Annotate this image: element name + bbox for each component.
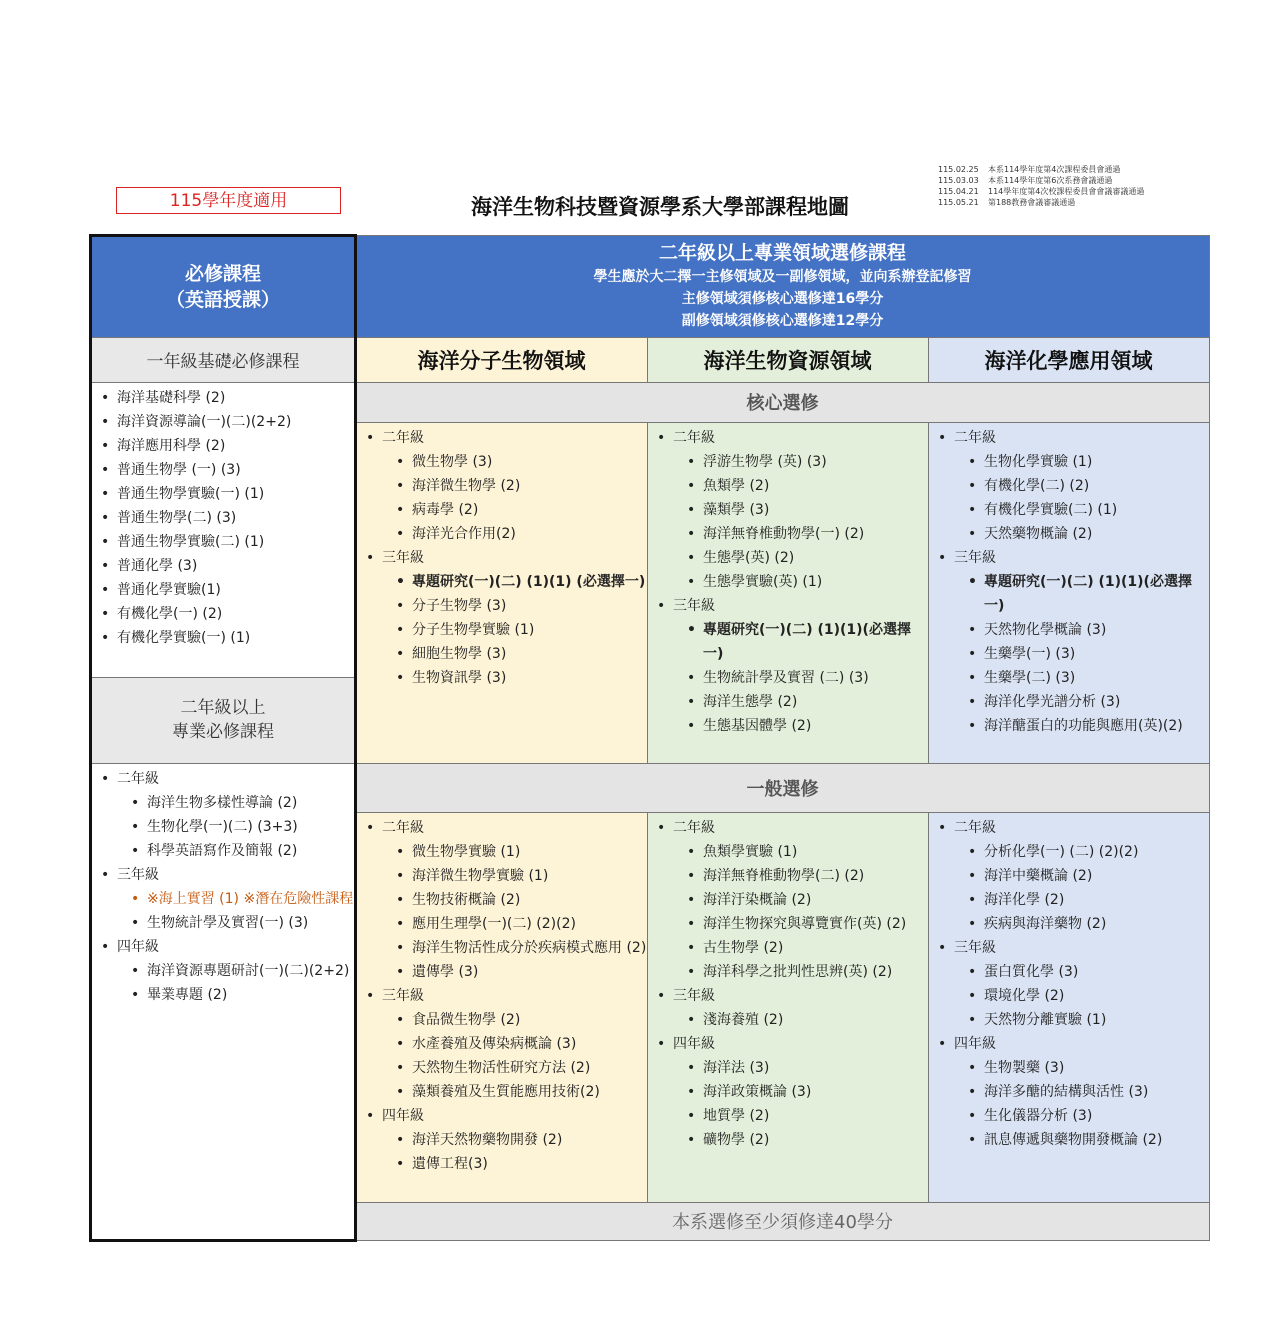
course-item: • 海洋微生物學 (2) xyxy=(356,474,647,498)
course-item: • 生態學實驗(英) (1) xyxy=(647,570,928,594)
core-resources-cell xyxy=(647,422,928,763)
course-item: • 生態學(英) (2) xyxy=(647,546,928,570)
grid-line xyxy=(91,763,355,764)
course-item: • 生物技術概論 (2) xyxy=(356,888,647,912)
course-item: • 有機化學實驗(二) (1) xyxy=(928,498,1209,522)
course-item: • 海洋法 (3) xyxy=(647,1056,928,1080)
general-chemistry-cell xyxy=(928,812,1209,1202)
course-item: • 海洋醣蛋白的功能與應用(英)(2) xyxy=(928,714,1209,738)
course-item: • 藻類學 (3) xyxy=(647,498,928,522)
course-item: • 海洋化學光譜分析 (3) xyxy=(928,690,1209,714)
course-item: • 海洋生物活性成分於疾病模式應用 (2) xyxy=(356,936,647,960)
course-item: • 藻類養殖及生質能應用技術(2) xyxy=(356,1080,647,1104)
course-item: • 天然藥物概論 (2) xyxy=(928,522,1209,546)
elective-rule-2: 主修領域須修核心選修達16學分 xyxy=(681,291,884,307)
course-item: • 海洋光合作用(2) xyxy=(356,522,647,546)
left-border-bottom xyxy=(89,1239,357,1242)
course-item: • 海洋資源導論(一)(二)(2+2) xyxy=(91,410,355,434)
course-item: • 魚類學 (2) xyxy=(647,474,928,498)
course-item: • 魚類學實驗 (1) xyxy=(647,840,928,864)
left-border-left xyxy=(89,234,92,1242)
general-resources-list xyxy=(647,816,928,1152)
course-item: • 專題研究(一)(二) (1)(1) (必選擇一) xyxy=(356,570,647,594)
grade-level-item: • 三年級 xyxy=(356,984,647,1008)
course-item: • 普通生物學實驗(二) (1) xyxy=(91,530,355,554)
elective-header xyxy=(356,236,1209,337)
course-item: • 海洋應用科學 (2) xyxy=(91,434,355,458)
course-item: • 生態基因體學 (2) xyxy=(647,714,928,738)
general-electives-header: 一般選修 xyxy=(356,763,1209,812)
core-electives-header: 核心選修 xyxy=(356,382,1209,422)
course-item: • 古生物學 (2) xyxy=(647,936,928,960)
course-item: • 海洋無脊椎動物學(二) (2) xyxy=(647,864,928,888)
course-item: • 有機化學(二) (2) xyxy=(928,474,1209,498)
grid-line xyxy=(647,812,648,1202)
approval-text: 114學年度第4次校課程委員會會議審議通過 xyxy=(988,187,1145,196)
course-item: • ※海上實習 (1) ※潛在危險性課程 xyxy=(91,887,355,911)
grid-line xyxy=(1209,235,1210,1241)
grade-level-item: • 二年級 xyxy=(356,426,647,450)
course-item: • 海洋無脊椎動物學(一) (2) xyxy=(647,522,928,546)
course-item: • 普通生物學(二) (3) xyxy=(91,506,355,530)
grade-level-item: • 三年級 xyxy=(356,546,647,570)
course-item: • 訊息傳遞與藥物開發概論 (2) xyxy=(928,1128,1209,1152)
grade-level-item: • 四年級 xyxy=(647,1032,928,1056)
core-molecular-cell xyxy=(356,422,647,763)
general-molecular-list xyxy=(356,816,647,1176)
grade-level-item: • 二年級 xyxy=(928,816,1209,840)
elective-rule-3: 副修領域須修核心選修達12學分 xyxy=(681,313,884,329)
domain-header-resources: 海洋生物資源領域 xyxy=(647,337,928,382)
approval-text: 本系114學年度第4次課程委員會通過 xyxy=(988,165,1121,174)
grid-line xyxy=(91,337,355,338)
required-courses-header xyxy=(91,236,355,337)
grid-line xyxy=(91,382,355,383)
course-item: • 海洋政策概論 (3) xyxy=(647,1080,928,1104)
grade-level-item: • 二年級 xyxy=(647,816,928,840)
course-item: • 生物製藥 (3) xyxy=(928,1056,1209,1080)
approval-date: 115.03.03 xyxy=(938,176,979,185)
upper-required-title-line1: 二年級以上 xyxy=(180,698,266,718)
course-item: • 海洋科學之批判性思辨(英) (2) xyxy=(647,960,928,984)
required-title: 必修課程 xyxy=(184,262,261,285)
approval-date: 115.04.21 xyxy=(938,187,979,196)
grade-level-item: • 三年級 xyxy=(647,594,928,618)
course-item: • 海洋資源專題研討(一)(二)(2+2) xyxy=(91,959,355,983)
core-resources-list xyxy=(647,426,928,738)
grade-level-item: • 二年級 xyxy=(647,426,928,450)
approval-text: 本系114學年度第6次系務會議通過 xyxy=(988,176,1113,185)
approval-date: 115.05.21 xyxy=(938,198,979,207)
grid-line xyxy=(356,382,1210,383)
grade-level-item: • 四年級 xyxy=(91,935,355,959)
course-item: • 海洋天然物藥物開發 (2) xyxy=(356,1128,647,1152)
course-item: • 遺傳學 (3) xyxy=(356,960,647,984)
grid-line xyxy=(928,812,929,1202)
grid-line xyxy=(928,337,929,382)
course-item: • 普通生物學實驗(一) (1) xyxy=(91,482,355,506)
course-item: • 蛋白質化學 (3) xyxy=(928,960,1209,984)
course-item: • 生藥學(一) (3) xyxy=(928,642,1209,666)
course-item: • 海洋多醣的結構與活性 (3) xyxy=(928,1080,1209,1104)
course-item: • 生物統計學及實習(一) (3) xyxy=(91,911,355,935)
grid-line xyxy=(356,422,1210,423)
grid-line xyxy=(356,235,1210,236)
grid-line xyxy=(647,337,648,382)
course-item: • 生化儀器分析 (3) xyxy=(928,1104,1209,1128)
course-item: • 海洋中藥概論 (2) xyxy=(928,864,1209,888)
course-item: • 畢業專題 (2) xyxy=(91,983,355,1007)
grid-line xyxy=(647,422,648,763)
grade-level-item: • 四年級 xyxy=(356,1104,647,1128)
course-item: • 淺海養殖 (2) xyxy=(647,1008,928,1032)
grade-level-item: • 四年級 xyxy=(928,1032,1209,1056)
course-item: • 生物化學(一)(二) (3+3) xyxy=(91,815,355,839)
course-item: • 應用生理學(一)(二) (2)(2) xyxy=(356,912,647,936)
grid-line xyxy=(356,1240,1210,1241)
page-title: 海洋生物科技暨資源學系大學部課程地圖 xyxy=(471,195,849,219)
course-item: • 分子生物學 (3) xyxy=(356,594,647,618)
course-item: • 生物化學實驗 (1) xyxy=(928,450,1209,474)
grade-level-item: • 二年級 xyxy=(928,426,1209,450)
upper-required-title-line2: 專業必修課程 xyxy=(172,722,274,742)
required-subtitle: （英語授課） xyxy=(165,288,280,311)
grade-level-item: • 三年級 xyxy=(928,546,1209,570)
course-item: • 普通生物學 (一) (3) xyxy=(91,458,355,482)
approval-row xyxy=(938,197,1144,208)
approval-row xyxy=(938,186,1144,197)
course-item: • 細胞生物學 (3) xyxy=(356,642,647,666)
grid-line xyxy=(356,337,1210,338)
course-item: • 海洋微生物學實驗 (1) xyxy=(356,864,647,888)
course-item: • 遺傳工程(3) xyxy=(356,1152,647,1176)
general-molecular-cell xyxy=(356,812,647,1202)
course-item: • 天然物化學概論 (3) xyxy=(928,618,1209,642)
course-item: • 海洋汙染概論 (2) xyxy=(647,888,928,912)
course-item: • 分子生物學實驗 (1) xyxy=(356,618,647,642)
course-item: • 生藥學(二) (3) xyxy=(928,666,1209,690)
elective-credit-footer: 本系選修至少須修達40學分 xyxy=(356,1202,1209,1240)
grade-level-item: • 三年級 xyxy=(647,984,928,1008)
core-chemistry-cell xyxy=(928,422,1209,763)
course-item: • 普通化學 (3) xyxy=(91,554,355,578)
course-item: • 專題研究(一)(二) (1)(1)(必選擇一) xyxy=(647,618,928,666)
year1-required-list xyxy=(91,386,355,676)
upper-course-list xyxy=(91,767,355,1007)
course-item: • 海洋基礎科學 (2) xyxy=(91,386,355,410)
core-chemistry-list xyxy=(928,426,1209,738)
course-item: • 有機化學(一) (2) xyxy=(91,602,355,626)
course-item: • 天然物分離實驗 (1) xyxy=(928,1008,1209,1032)
approval-text: 第188教務會議審議通過 xyxy=(988,198,1076,207)
grade-level-item: • 三年級 xyxy=(91,863,355,887)
course-item: • 分析化學(一) (二) (2)(2) xyxy=(928,840,1209,864)
grid-line xyxy=(356,1202,1210,1203)
course-item: • 病毒學 (2) xyxy=(356,498,647,522)
course-item: • 浮游生物學 (英) (3) xyxy=(647,450,928,474)
grid-line xyxy=(356,812,1210,813)
year-badge: 115學年度適用 xyxy=(116,187,341,214)
domain-header-molecular: 海洋分子生物領域 xyxy=(356,337,647,382)
course-item: • 生物資訊學 (3) xyxy=(356,666,647,690)
left-border-top xyxy=(89,234,357,237)
approval-row xyxy=(938,175,1144,186)
approval-history xyxy=(938,164,1144,208)
course-item: • 微生物學實驗 (1) xyxy=(356,840,647,864)
upper-required-list xyxy=(91,767,355,1237)
general-resources-cell xyxy=(647,812,928,1202)
approval-row xyxy=(938,164,1144,175)
year1-required-header: 一年級基礎必修課程 xyxy=(91,337,355,382)
course-item: • 有機化學實驗(一) (1) xyxy=(91,626,355,650)
grid-line xyxy=(928,422,929,763)
course-item: • 海洋生物探究與導覽實作(英) (2) xyxy=(647,912,928,936)
general-chemistry-list xyxy=(928,816,1209,1152)
course-item: • 普通化學實驗(1) xyxy=(91,578,355,602)
course-item: • 海洋生物多樣性導論 (2) xyxy=(91,791,355,815)
grade-level-item: • 二年級 xyxy=(356,816,647,840)
left-border-right xyxy=(354,234,357,1242)
approval-date: 115.02.25 xyxy=(938,165,979,174)
grade-level-item: • 三年級 xyxy=(928,936,1209,960)
grid-line xyxy=(356,763,1210,764)
core-molecular-list xyxy=(356,426,647,690)
course-item: • 科學英語寫作及簡報 (2) xyxy=(91,839,355,863)
course-item: • 食品微生物學 (2) xyxy=(356,1008,647,1032)
course-item: • 礦物學 (2) xyxy=(647,1128,928,1152)
course-item: • 微生物學 (3) xyxy=(356,450,647,474)
course-item: • 水產養殖及傳染病概論 (3) xyxy=(356,1032,647,1056)
course-item: • 天然物生物活性研究方法 (2) xyxy=(356,1056,647,1080)
course-item: • 專題研究(一)(二) (1)(1)(必選擇一) xyxy=(928,570,1209,618)
elective-rule-1: 學生應於大二擇一主修領域及一副修領域，並向系辦登記修習 xyxy=(593,269,972,285)
year1-course-list xyxy=(91,386,355,650)
course-item: • 海洋化學 (2) xyxy=(928,888,1209,912)
grid-line xyxy=(91,677,355,678)
grade-level-item: • 二年級 xyxy=(91,767,355,791)
course-item: • 生物統計學及實習 (二) (3) xyxy=(647,666,928,690)
course-item: • 地質學 (2) xyxy=(647,1104,928,1128)
course-item: • 環境化學 (2) xyxy=(928,984,1209,1008)
course-item: • 疾病與海洋藥物 (2) xyxy=(928,912,1209,936)
course-item: • 海洋生態學 (2) xyxy=(647,690,928,714)
domain-header-chemistry: 海洋化學應用領域 xyxy=(928,337,1209,382)
elective-title: 二年級以上專業領域選修課程 xyxy=(658,242,906,264)
upper-required-header xyxy=(91,677,355,763)
